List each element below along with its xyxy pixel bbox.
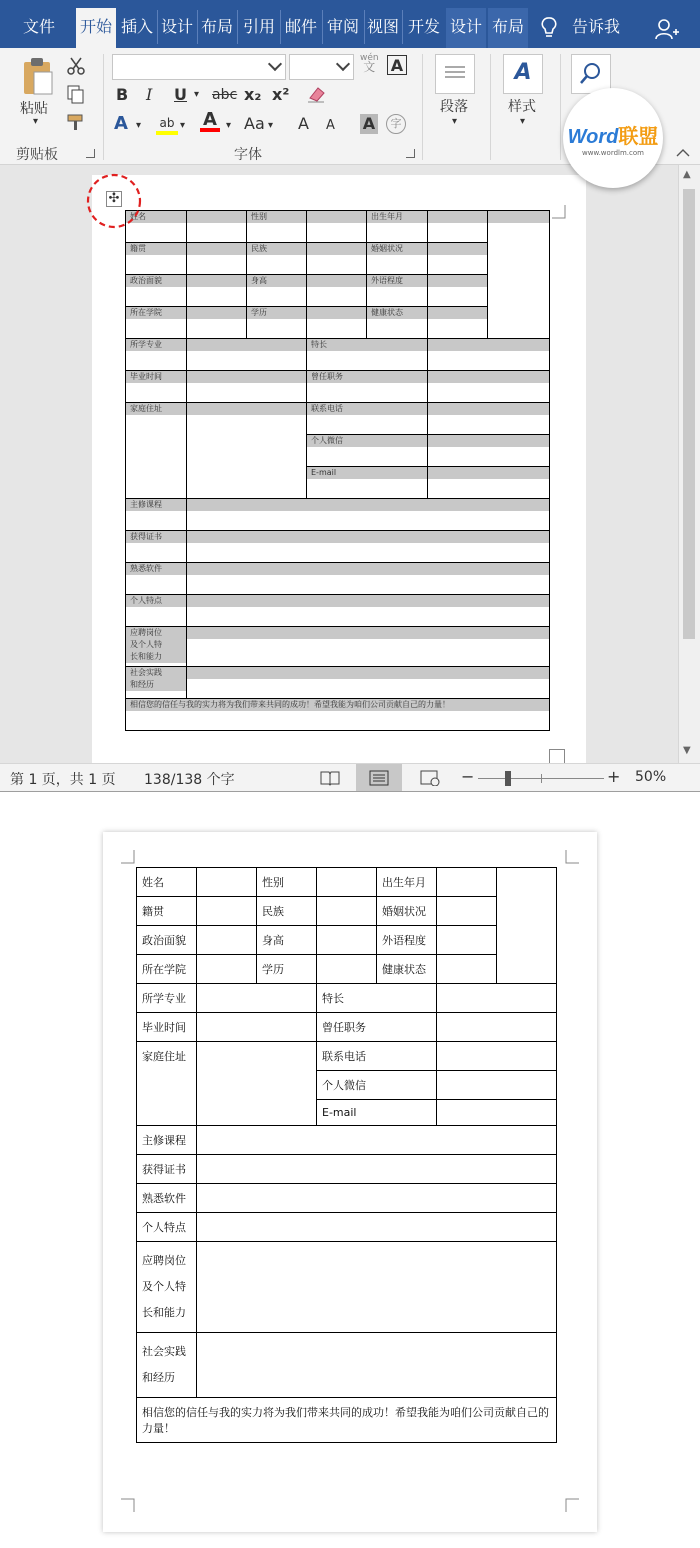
table-cell[interactable] xyxy=(126,699,550,731)
chevron-down-icon[interactable]: ▾ xyxy=(452,116,458,127)
email-label: E-mail xyxy=(317,1100,437,1126)
table-cell[interactable] xyxy=(197,1042,317,1126)
tab-separator xyxy=(402,10,403,44)
table-cell[interactable] xyxy=(197,984,317,1013)
ethnicity-label: 民族 xyxy=(247,243,306,255)
table-row xyxy=(126,595,550,627)
table-row xyxy=(126,499,550,531)
shrink-font-button[interactable]: A xyxy=(326,118,335,133)
table-row xyxy=(126,211,550,243)
table-cell[interactable] xyxy=(187,667,550,699)
styles-button-icon[interactable]: A xyxy=(503,54,543,94)
ribbon-tab-bar xyxy=(0,0,700,48)
table-cell[interactable] xyxy=(437,1071,557,1100)
character-border-button[interactable]: A xyxy=(387,55,407,75)
closing-statement: 相信您的信任与我的实力将为我们带来共同的成功！希望我能为咱们公司贡献自己的力量！ xyxy=(126,699,549,711)
table-move-handle-icon[interactable]: ✣ xyxy=(106,191,122,207)
group-separator xyxy=(103,54,104,160)
traits-label: 个人特点 xyxy=(126,595,186,607)
table-row xyxy=(137,868,557,897)
table-cell[interactable] xyxy=(428,211,488,243)
table-row xyxy=(137,1242,557,1333)
table-cell[interactable] xyxy=(126,275,187,307)
table-cell[interactable] xyxy=(437,868,497,897)
document-page[interactable] xyxy=(92,175,586,765)
language-label: 外语程度 xyxy=(377,926,437,955)
table-cell[interactable] xyxy=(428,435,550,467)
table-row xyxy=(137,955,557,984)
table-cell[interactable] xyxy=(307,435,428,467)
table-cell[interactable] xyxy=(126,627,187,667)
table-cell[interactable] xyxy=(428,275,488,307)
scroll-down-icon[interactable]: ▼ xyxy=(683,745,691,756)
print-layout-icon xyxy=(369,770,389,786)
table-cell[interactable] xyxy=(367,307,428,339)
underline-button[interactable]: U xyxy=(174,85,187,104)
chevron-down-icon[interactable]: ▾ xyxy=(520,116,526,127)
wechat-label: 个人微信 xyxy=(317,1071,437,1100)
language-label: 外语程度 xyxy=(367,275,427,287)
table-row xyxy=(137,1013,557,1042)
zoom-slider-center-mark xyxy=(541,774,542,783)
name-label: 姓名 xyxy=(137,868,197,897)
enclose-characters-button[interactable]: 字 xyxy=(386,114,406,134)
photo-cell[interactable] xyxy=(497,868,557,984)
tab-view[interactable]: 视图 xyxy=(366,17,399,36)
email-label: E-mail xyxy=(307,467,427,479)
tab-file[interactable]: 文件 xyxy=(22,17,55,36)
table-cell[interactable] xyxy=(197,1213,557,1242)
bold-button[interactable]: B xyxy=(116,85,129,104)
table-cell[interactable] xyxy=(197,1155,557,1184)
table-row xyxy=(126,531,550,563)
table-row xyxy=(126,403,550,435)
logo-text xyxy=(563,88,663,149)
table-cell[interactable] xyxy=(187,499,550,531)
certificates-label: 获得证书 xyxy=(137,1155,197,1184)
table-cell[interactable] xyxy=(197,1013,317,1042)
political-label: 政治面貌 xyxy=(137,926,197,955)
software-label: 熟悉软件 xyxy=(126,563,186,575)
grad-time-label: 毕业时间 xyxy=(137,1013,197,1042)
height-label: 身高 xyxy=(257,926,317,955)
tell-me-box[interactable]: 告诉我 xyxy=(571,17,620,36)
native-place-label: 籍贯 xyxy=(137,897,197,926)
tab-separator xyxy=(322,10,323,44)
chevron-down-icon xyxy=(268,57,282,71)
margin-corner-mark xyxy=(565,850,579,864)
table-cell[interactable] xyxy=(428,339,550,371)
table-cell[interactable] xyxy=(317,897,377,926)
chevron-down-icon[interactable]: ▾ xyxy=(268,120,274,131)
collapse-ribbon-chevron-up-icon[interactable] xyxy=(676,148,690,158)
position-label-1: 应聘岗位 xyxy=(126,627,186,639)
paste-clipboard-icon[interactable] xyxy=(22,56,54,96)
logo-lianmeng: 联盟 xyxy=(618,126,659,148)
page-count-status[interactable]: 第 1 页，共 1 页 xyxy=(10,772,116,788)
table-cell[interactable] xyxy=(187,339,307,371)
table-cell[interactable] xyxy=(307,371,428,403)
practice-label-1: 社会实践 xyxy=(126,667,186,679)
word-count-status[interactable]: 138/138 个字 xyxy=(144,772,235,788)
table-cell[interactable] xyxy=(197,1333,557,1398)
table-cell[interactable] xyxy=(126,667,187,699)
table-cell[interactable] xyxy=(428,307,488,339)
table-cell[interactable] xyxy=(437,897,497,926)
table-cell[interactable] xyxy=(187,595,550,627)
table-row xyxy=(137,1155,557,1184)
major-label: 所学专业 xyxy=(126,339,186,351)
table-cell[interactable] xyxy=(437,926,497,955)
highlight-color-bar xyxy=(156,131,178,135)
table-cell[interactable] xyxy=(307,275,367,307)
tab-separator xyxy=(280,10,281,44)
birth-label: 出生年月 xyxy=(377,868,437,897)
paragraph-button[interactable]: 段落 xyxy=(440,99,468,115)
table-row xyxy=(126,275,550,307)
font-color-button[interactable] xyxy=(200,110,220,132)
group-separator xyxy=(490,54,491,160)
political-label: 政治面貌 xyxy=(126,275,186,287)
zoom-out-button[interactable]: − xyxy=(461,767,475,786)
tab-layout[interactable]: 布局 xyxy=(200,17,233,36)
traits-label: 个人特点 xyxy=(137,1213,197,1242)
resume-table[interactable] xyxy=(136,867,557,1443)
table-row xyxy=(126,563,550,595)
table-cell[interactable] xyxy=(187,307,247,339)
strikethrough-button[interactable]: abc xyxy=(212,87,238,103)
table-cell[interactable] xyxy=(126,499,187,531)
table-row xyxy=(137,1126,557,1155)
practice-label-2: 和经历 xyxy=(126,679,186,691)
table-cell[interactable] xyxy=(187,211,247,243)
scroll-up-icon[interactable]: ▲ xyxy=(683,169,691,180)
clipboard-launcher-icon[interactable] xyxy=(86,149,95,158)
chevron-down-icon[interactable]: ▾ xyxy=(33,116,39,127)
position-label-1: 应聘岗位 xyxy=(142,1254,186,1267)
vertical-scrollbar[interactable] xyxy=(678,165,700,763)
document-canvas xyxy=(0,165,678,763)
table-cell[interactable] xyxy=(187,531,550,563)
highlight-glyph: ab xyxy=(159,116,175,130)
read-mode-book-icon[interactable] xyxy=(320,770,340,786)
table-cell[interactable] xyxy=(247,243,307,275)
tab-review[interactable]: 审阅 xyxy=(326,17,359,36)
height-label: 身高 xyxy=(247,275,306,287)
table-cell[interactable] xyxy=(187,371,307,403)
table-cell[interactable] xyxy=(437,984,557,1013)
table-cell[interactable] xyxy=(307,307,367,339)
courses-label: 主修课程 xyxy=(126,499,186,511)
table-cell[interactable] xyxy=(126,563,187,595)
name-label: 姓名 xyxy=(126,211,186,223)
table-row xyxy=(126,243,550,275)
major-label: 所学专业 xyxy=(137,984,197,1013)
group-separator xyxy=(560,54,561,160)
chevron-down-icon[interactable]: ▾ xyxy=(136,120,142,131)
table-cell[interactable] xyxy=(247,307,307,339)
character-shading-button[interactable]: A xyxy=(360,114,378,134)
table-cell[interactable] xyxy=(197,926,257,955)
table-row xyxy=(137,897,557,926)
tab-developer[interactable]: 开发 xyxy=(407,17,440,36)
font-group-label: 字体 xyxy=(234,147,262,163)
position-label-3: 长和能力 xyxy=(126,651,186,663)
phonetic-guide-icon[interactable] xyxy=(360,54,379,74)
zoom-in-button[interactable]: + xyxy=(607,767,621,786)
table-cell[interactable] xyxy=(126,371,187,403)
margin-corner-mark xyxy=(121,1498,135,1512)
font-size-combo[interactable] xyxy=(289,54,354,80)
table-cell[interactable] xyxy=(187,563,550,595)
table-row xyxy=(137,984,557,1013)
address-label: 家庭住址 xyxy=(126,403,186,415)
degree-label: 学历 xyxy=(257,955,317,984)
table-cell[interactable] xyxy=(197,955,257,984)
college-label: 所在学院 xyxy=(126,307,186,319)
birth-label: 出生年月 xyxy=(367,211,427,223)
table-cell[interactable] xyxy=(428,243,488,275)
change-case-button[interactable]: Aa xyxy=(244,114,265,133)
margin-corner-mark xyxy=(565,1498,579,1512)
table-cell[interactable] xyxy=(317,926,377,955)
table-cell[interactable] xyxy=(428,371,550,403)
paragraph-button-icon[interactable] xyxy=(435,54,475,94)
practice-label-cell xyxy=(137,1333,197,1398)
table-cell[interactable] xyxy=(126,403,187,499)
chevron-down-icon xyxy=(336,57,350,71)
tab-separator xyxy=(237,10,238,44)
table-cell[interactable] xyxy=(126,531,187,563)
position-label-cell xyxy=(137,1242,197,1333)
table-row xyxy=(126,667,550,699)
college-label: 所在学院 xyxy=(137,955,197,984)
chevron-down-icon[interactable]: ▾ xyxy=(180,120,186,131)
marital-label: 婚姻状况 xyxy=(367,243,427,255)
health-label: 健康状态 xyxy=(367,307,427,319)
wechat-label: 个人微信 xyxy=(307,435,427,447)
position-label-2: 及个人特 xyxy=(126,639,186,651)
phone-label: 联系电话 xyxy=(307,403,427,415)
resume-table[interactable] xyxy=(125,210,550,731)
paste-button[interactable]: 粘贴 xyxy=(20,101,48,117)
table-cell[interactable] xyxy=(187,403,307,499)
format-painter-icon[interactable] xyxy=(66,112,86,132)
table-cell[interactable] xyxy=(317,955,377,984)
table-cell[interactable] xyxy=(307,467,428,499)
chevron-down-icon[interactable]: ▾ xyxy=(226,120,232,131)
table-cell[interactable] xyxy=(197,1126,557,1155)
tab-mailings[interactable]: 邮件 xyxy=(284,17,317,36)
native-place-label: 籍贯 xyxy=(126,243,186,255)
phone-label: 联系电话 xyxy=(317,1042,437,1071)
print-layout-button[interactable] xyxy=(356,764,402,792)
table-cell[interactable] xyxy=(367,211,428,243)
table-cell[interactable] xyxy=(307,211,367,243)
marital-label: 婚姻状况 xyxy=(377,897,437,926)
specialty-label: 特长 xyxy=(307,339,427,351)
former-post-label: 曾任职务 xyxy=(307,371,427,383)
zoom-level[interactable]: 50% xyxy=(635,769,667,785)
table-cell[interactable] xyxy=(126,307,187,339)
table-cell[interactable] xyxy=(428,467,550,499)
practice-label-2: 和经历 xyxy=(142,1371,175,1384)
status-bar xyxy=(0,763,700,792)
margin-corner-mark xyxy=(552,205,566,219)
scroll-thumb[interactable] xyxy=(683,189,695,639)
table-cell[interactable] xyxy=(247,275,307,307)
table-row xyxy=(126,371,550,403)
table-row xyxy=(137,1398,557,1443)
web-layout-icon[interactable] xyxy=(420,770,440,786)
phonetic-top: wén xyxy=(360,53,379,63)
practice-label-1: 社会实践 xyxy=(142,1345,186,1358)
table-cell[interactable] xyxy=(307,243,367,275)
italic-button[interactable]: I xyxy=(146,85,153,104)
table-row xyxy=(126,627,550,667)
table-cell[interactable] xyxy=(126,243,187,275)
table-cell[interactable] xyxy=(126,595,187,627)
table-row xyxy=(137,1213,557,1242)
zoom-slider-thumb[interactable] xyxy=(505,771,511,786)
subscript-button[interactable]: x₂ xyxy=(244,85,262,104)
photo-cell[interactable] xyxy=(488,211,550,339)
group-separator xyxy=(422,54,423,160)
clear-formatting-eraser-icon[interactable] xyxy=(306,84,328,104)
table-cell[interactable] xyxy=(247,211,307,243)
table-cell[interactable] xyxy=(197,897,257,926)
tab-references[interactable]: 引用 xyxy=(242,17,275,36)
table-row xyxy=(126,699,550,731)
closing-statement: 相信您的信任与我的实力将为我们带来共同的成功！希望我能为咱们公司贡献自己的力量！ xyxy=(137,1398,557,1443)
courses-label: 主修课程 xyxy=(137,1126,197,1155)
table-cell[interactable] xyxy=(428,403,550,435)
ethnicity-label: 民族 xyxy=(257,897,317,926)
result-page xyxy=(103,832,597,1532)
address-label: 家庭住址 xyxy=(137,1042,197,1126)
phonetic-bottom: 文 xyxy=(363,60,376,74)
position-label-3: 长和能力 xyxy=(142,1306,186,1319)
table-cell[interactable] xyxy=(437,955,497,984)
table-row xyxy=(126,307,550,339)
cut-scissors-icon[interactable] xyxy=(66,56,86,76)
table-cell[interactable] xyxy=(307,403,428,435)
tab-insert[interactable]: 插入 xyxy=(120,17,153,36)
table-cell[interactable] xyxy=(437,1013,557,1042)
text-effects-button[interactable]: A xyxy=(114,113,128,134)
share-user-icon[interactable] xyxy=(655,18,679,40)
table-cell[interactable] xyxy=(187,243,247,275)
logo-word: Word xyxy=(567,126,619,148)
table-cell[interactable] xyxy=(126,339,187,371)
gender-label: 性别 xyxy=(257,868,317,897)
table-cell[interactable] xyxy=(307,339,428,371)
certificates-label: 获得证书 xyxy=(126,531,186,543)
former-post-label: 曾任职务 xyxy=(317,1013,437,1042)
grad-time-label: 毕业时间 xyxy=(126,371,186,383)
table-cell[interactable] xyxy=(437,1100,557,1126)
table-row xyxy=(126,339,550,371)
table-cell[interactable] xyxy=(197,1184,557,1213)
styles-button[interactable]: 样式 xyxy=(508,99,536,115)
callout-circle xyxy=(82,169,146,233)
table-cell[interactable] xyxy=(187,627,550,667)
gender-label: 性别 xyxy=(247,211,306,223)
table-row xyxy=(137,1184,557,1213)
logo-url: www.wordlm.com xyxy=(582,149,644,157)
health-label: 健康状态 xyxy=(377,955,437,984)
tab-table-design[interactable]: 设计 xyxy=(446,8,486,48)
software-label: 熟悉软件 xyxy=(137,1184,197,1213)
chevron-down-icon[interactable]: ▾ xyxy=(194,89,200,100)
table-cell[interactable] xyxy=(367,243,428,275)
table-row xyxy=(137,1333,557,1398)
grow-font-button[interactable]: A xyxy=(298,114,309,133)
font-name-combo[interactable] xyxy=(112,54,286,80)
table-row xyxy=(137,926,557,955)
specialty-label: 特长 xyxy=(317,984,437,1013)
tab-home[interactable]: 开始 xyxy=(76,8,116,48)
table-cell[interactable] xyxy=(187,275,247,307)
lightbulb-icon xyxy=(540,16,558,40)
table-row xyxy=(137,1042,557,1071)
table-cell[interactable] xyxy=(317,868,377,897)
font-color-glyph: A xyxy=(203,109,217,130)
table-cell[interactable] xyxy=(437,1042,557,1071)
table-cell[interactable] xyxy=(197,1242,557,1333)
wordlm-logo xyxy=(563,88,663,188)
highlight-button[interactable] xyxy=(156,112,178,135)
position-label-2: 及个人特 xyxy=(142,1280,186,1293)
tab-design[interactable]: 设计 xyxy=(160,17,193,36)
clipboard-group-label: 剪贴板 xyxy=(16,147,58,163)
tab-table-layout[interactable]: 布局 xyxy=(488,8,528,48)
copy-icon[interactable] xyxy=(66,84,86,104)
font-launcher-icon[interactable] xyxy=(406,149,415,158)
table-cell[interactable] xyxy=(367,275,428,307)
table-cell[interactable] xyxy=(197,868,257,897)
degree-label: 学历 xyxy=(247,307,306,319)
superscript-button[interactable]: x² xyxy=(272,85,290,104)
margin-corner-mark xyxy=(121,850,135,864)
